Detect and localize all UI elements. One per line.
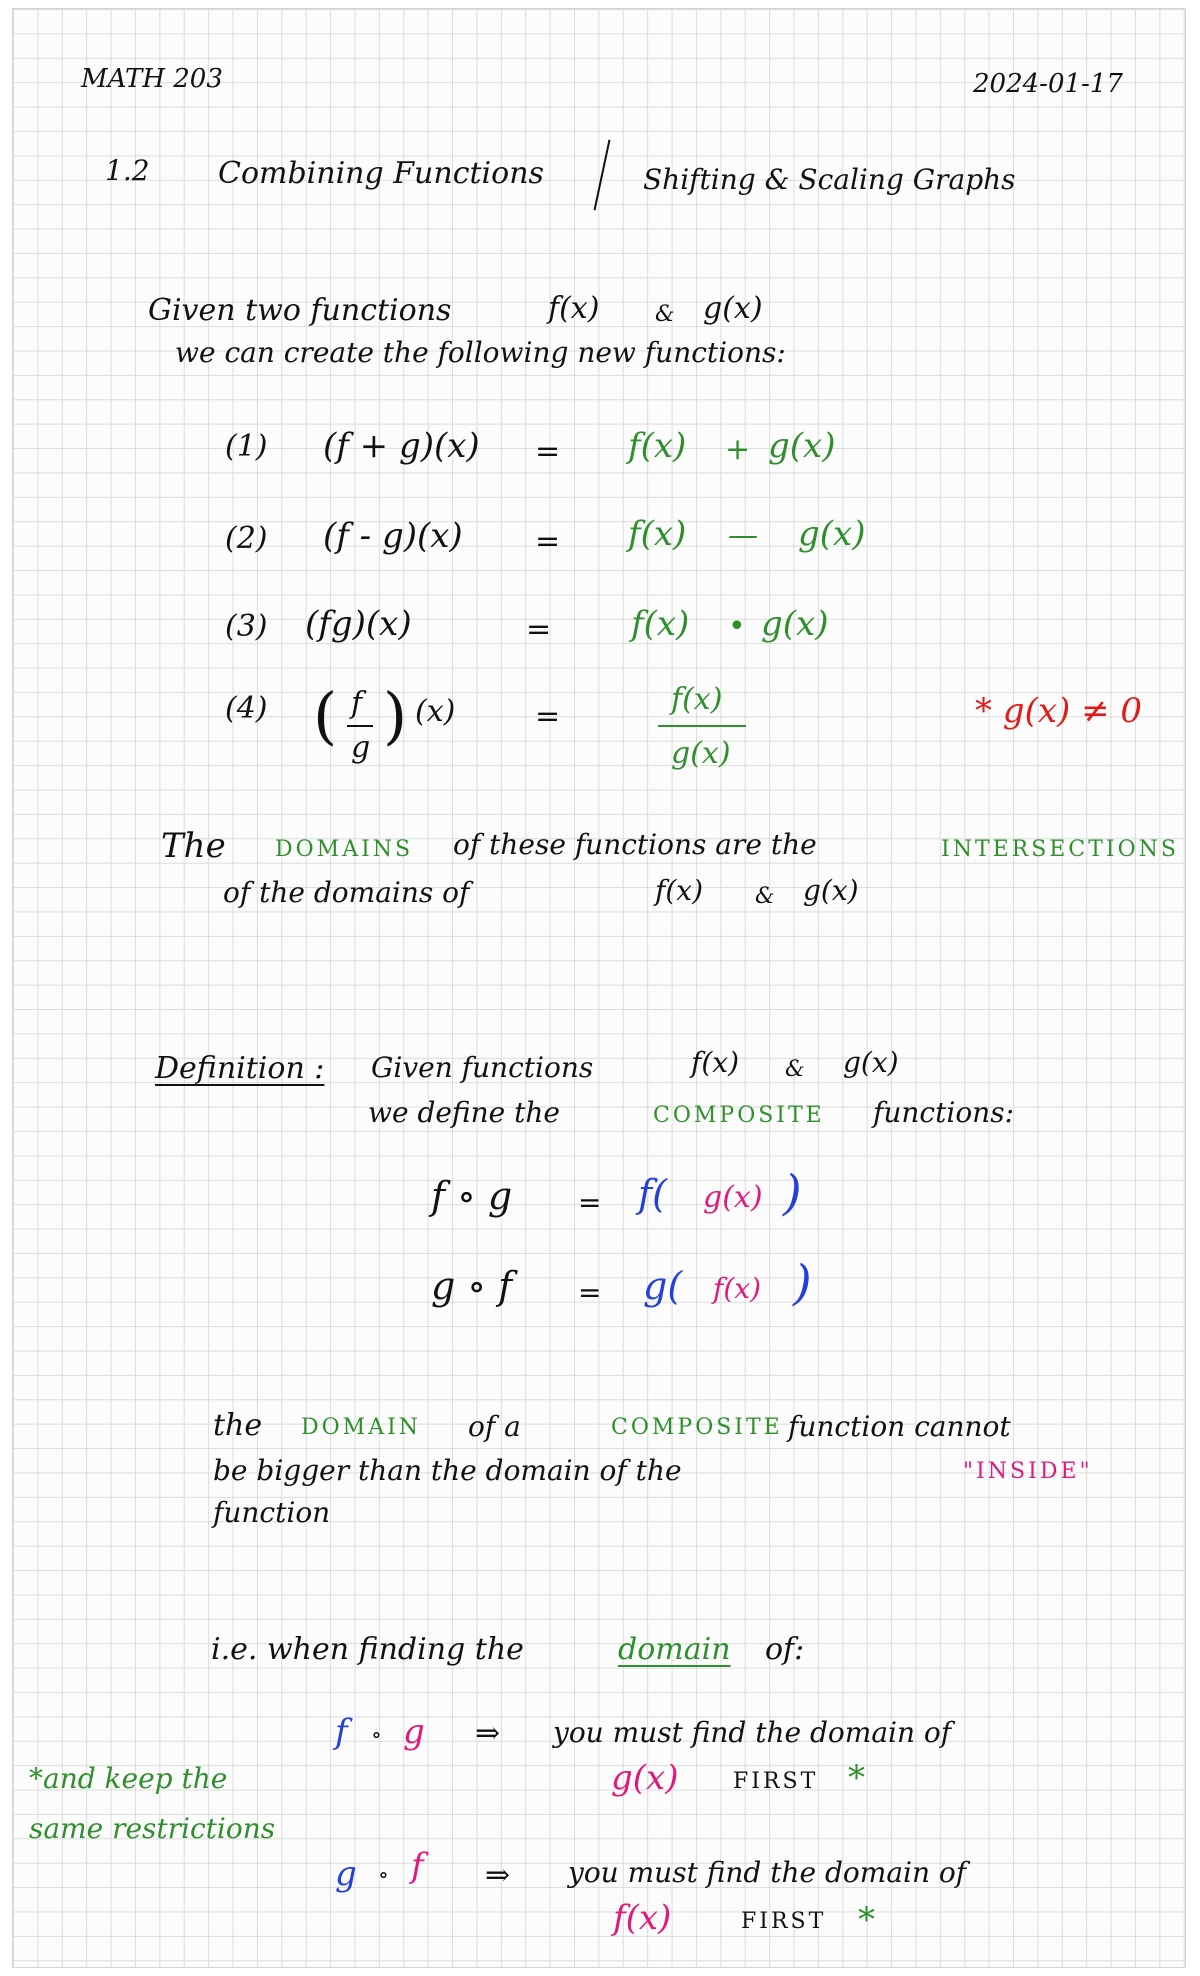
cd-the: the <box>213 1408 263 1443</box>
op4-number: (4) <box>225 691 268 726</box>
op3-number: (3) <box>225 609 268 644</box>
op3-eq: = <box>526 612 552 647</box>
cd-composite-keyword: COMPOSITE <box>611 1415 783 1440</box>
fog-eq: = <box>578 1186 602 1219</box>
section-title-right: Shifting & Scaling Graphs <box>643 163 1016 196</box>
ie-gof-f: f <box>411 1846 424 1886</box>
intersections-keyword: INTERSECTIONS <box>941 837 1179 862</box>
definition-line2-prefix: we define the <box>368 1096 560 1129</box>
side-note-line2: same restrictions <box>29 1812 276 1845</box>
op4-lhs-fraction-bar <box>347 725 373 727</box>
definition-amp: & <box>785 1057 805 1082</box>
op1-number: (1) <box>225 429 268 464</box>
ie-prefix: i.e. when finding the <box>211 1632 524 1667</box>
fog-lhs: f ∘ g <box>431 1174 513 1218</box>
op3-lhs: (fg)(x) <box>305 604 412 644</box>
op2-op: — <box>728 518 758 553</box>
op2-rhs-g: g(x) <box>798 514 866 554</box>
op4-lhs-f: f <box>351 686 363 721</box>
op4-rhs-numerator: f(x) <box>671 682 723 717</box>
cd-rest1: function cannot <box>788 1410 1011 1443</box>
ie-fog-star: * <box>848 1758 865 1798</box>
definition-label: Definition : <box>155 1051 325 1086</box>
op4-paren-open: ( <box>313 679 338 752</box>
cd-line2: be bigger than the domain of the <box>213 1454 682 1487</box>
cd-line3: function <box>213 1496 331 1529</box>
cd-inside-keyword: "INSIDE" <box>963 1459 1093 1484</box>
op2-rhs-f: f(x) <box>628 514 687 554</box>
ie-gof-arrow: ⇒ <box>485 1858 511 1893</box>
cd-of-a: of a <box>468 1410 521 1443</box>
composite-keyword: COMPOSITE <box>653 1103 825 1128</box>
ie-gof-text: you must find the domain of <box>568 1856 967 1889</box>
op1-rhs-f: f(x) <box>628 426 687 466</box>
op2-number: (2) <box>225 521 268 556</box>
section-title-left: Combining Functions <box>218 156 544 191</box>
gof-close: ) <box>793 1255 812 1311</box>
course-label: MATH 203 <box>81 64 223 94</box>
gof-outer: g( <box>643 1264 683 1308</box>
gof-eq: = <box>578 1276 602 1309</box>
op4-paren-close: ) <box>383 679 408 752</box>
section-number: 1.2 <box>105 154 150 187</box>
op4-rhs-fraction-bar <box>658 725 746 727</box>
ie-fog-f: f <box>335 1712 348 1752</box>
definition-f: f(x) <box>691 1046 740 1079</box>
definition-line2-suffix: functions: <box>873 1096 1015 1129</box>
ie-fog-gx: g(x) <box>611 1758 679 1798</box>
domains-the: The <box>161 826 226 866</box>
op1-rhs-g: g(x) <box>768 426 836 466</box>
ie-fog-arrow: ⇒ <box>475 1716 501 1751</box>
op2-lhs: (f - g)(x) <box>323 516 463 556</box>
op3-rhs-f: f(x) <box>631 604 690 644</box>
op4-restriction-note: * g(x) ≠ 0 <box>975 691 1143 731</box>
definition-g: g(x) <box>843 1046 899 1079</box>
side-note-line1: *and keep the <box>29 1762 228 1795</box>
op4-rhs-denominator: g(x) <box>671 736 731 771</box>
op3-rhs-g: g(x) <box>761 604 829 644</box>
ie-fog-g: g <box>403 1712 425 1752</box>
op1-lhs: (f + g)(x) <box>323 426 480 466</box>
domains-keyword: DOMAINS <box>275 837 414 862</box>
ie-domain-keyword: domain <box>618 1632 731 1667</box>
fog-inner: g(x) <box>703 1180 763 1215</box>
fog-outer: f( <box>638 1172 667 1216</box>
op2-eq: = <box>535 524 561 559</box>
op1-eq: = <box>535 434 561 469</box>
ie-suffix: of: <box>765 1632 805 1667</box>
intro-f: f(x) <box>548 291 600 326</box>
definition-line1-prefix: Given functions <box>371 1051 594 1084</box>
gof-inner: f(x) <box>713 1272 762 1305</box>
ie-gof-fx: f(x) <box>613 1898 672 1938</box>
title-divider <box>594 140 611 211</box>
ie-fog-text: you must find the domain of <box>553 1716 952 1749</box>
note-page <box>12 8 1186 1968</box>
op4-lhs-x: (x) <box>415 694 456 729</box>
domains-middle: of these functions are the <box>453 828 817 861</box>
ie-fog-circ: ∘ <box>371 1723 382 1748</box>
cd-domain-keyword: DOMAIN <box>301 1415 422 1440</box>
ie-gof-circ: ∘ <box>378 1863 389 1888</box>
domains-f: f(x) <box>655 874 704 907</box>
domains-amp: & <box>755 884 775 909</box>
gof-lhs: g ∘ f <box>431 1264 513 1308</box>
fog-close: ) <box>783 1165 802 1221</box>
domains-line2: of the domains of <box>223 876 470 909</box>
op3-op: • <box>728 609 746 644</box>
op4-lhs-g: g <box>351 730 371 765</box>
ie-gof-star: * <box>858 1900 875 1940</box>
ie-gof-g: g <box>335 1854 357 1894</box>
intro-g: g(x) <box>703 291 763 326</box>
op1-op: + <box>725 432 751 467</box>
ie-gof-first: FIRST <box>741 1909 827 1934</box>
domains-g: g(x) <box>803 874 859 907</box>
intro-amp: & <box>655 302 675 327</box>
intro-prefix: Given two functions <box>148 293 452 328</box>
intro-line2: we can create the following new functions: <box>175 336 786 369</box>
op4-eq: = <box>535 699 561 734</box>
date-label: 2024-01-17 <box>973 69 1123 99</box>
ie-fog-first: FIRST <box>733 1769 819 1794</box>
